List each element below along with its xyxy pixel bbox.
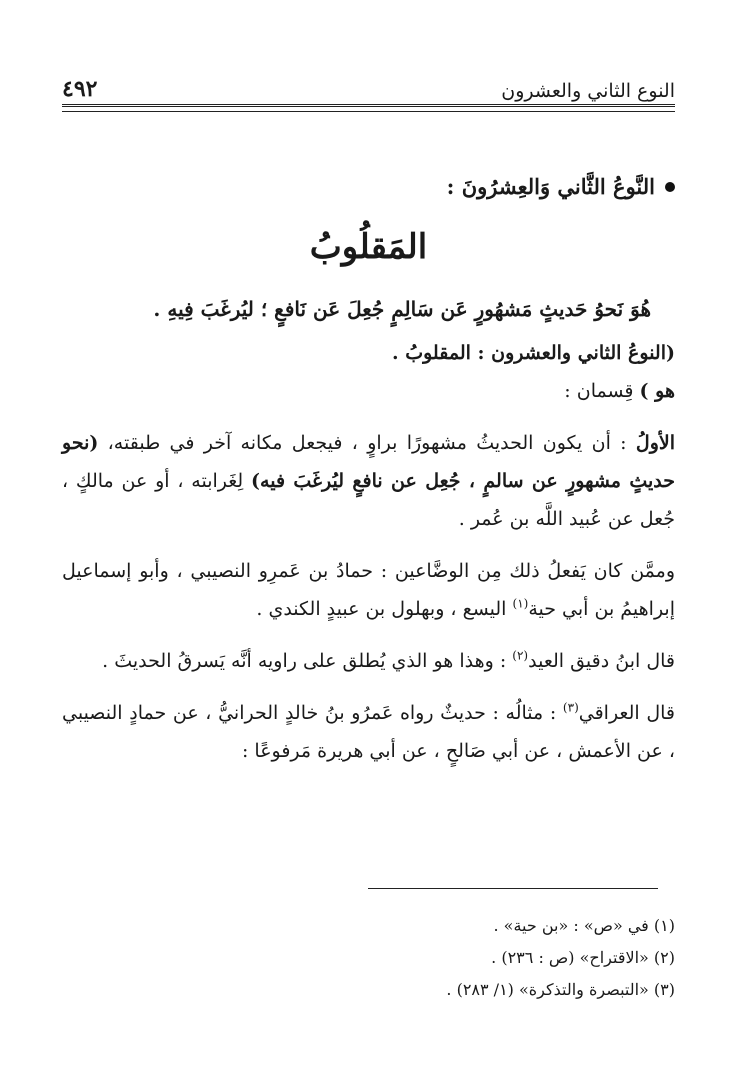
- footnote-3: (٣) «التبصرة والتذكرة» (١/ ٢٨٣) .: [446, 980, 675, 999]
- commentary-intro-text: قِسمان :: [564, 380, 640, 402]
- first-kind-label: الأولُ: [635, 432, 675, 454]
- footnote-2: (٢) «الاقتراح» (ص : ٢٣٦) .: [491, 948, 675, 967]
- running-title: النوع الثاني والعشرون: [501, 80, 675, 102]
- bullet-icon: [665, 182, 675, 192]
- footnote-1: (١) في «ص» : «بن حية» .: [493, 916, 675, 935]
- paragraph-ibn-daqiq: [62, 642, 675, 680]
- footnote-rule: [368, 888, 658, 889]
- commentary-heading: (النوعُ الثاني والعشرون : المقلوبُ .: [392, 342, 675, 364]
- footnote-ref-2[interactable]: (٢): [512, 648, 529, 663]
- paragraph-fabricators: [62, 552, 675, 628]
- ibn-daqiq-text-b: : وهذا هو الذي يُطلق على راويه أنَّه يَسرقُ الحديثَ .: [102, 650, 513, 672]
- footnotes: [62, 910, 675, 1006]
- footnote-ref-3[interactable]: (٣): [562, 700, 579, 715]
- section-heading-text: النَّوعُ الثَّاني وَالعِشرُونَ :: [446, 174, 655, 199]
- page-number: ٤٩٢: [62, 76, 98, 102]
- first-kind-matn-quote: (نحو حديثٍ مشهورٍ عن سالمٍ ، جُعِل عن نافعٍ ليُرغَبَ فيه): [62, 432, 675, 492]
- paragraph-first-kind: [62, 424, 675, 538]
- footnote-ref-1[interactable]: (١): [512, 596, 529, 611]
- ibn-daqiq-text-a: قال ابنُ دقيق العيد: [528, 650, 675, 672]
- page-header: [62, 68, 675, 102]
- section-title: المَقلُوبُ: [309, 227, 428, 267]
- section-heading: [62, 168, 675, 206]
- iraqi-text-b: : مثالُه : حديثٌ رواه عَمرُو بنُ خالدٍ الحرانيُّ ، عن حمادٍ النصيبي ، عن الأعمش ، عن أبي صَالحٍ ، عن أبي هريرة مَرفوعًا :: [62, 702, 675, 762]
- fabricators-text-b: اليسع ، وبهلول بن عبيدٍ الكندي .: [256, 598, 513, 620]
- paragraph-iraqi: [62, 694, 675, 770]
- fabricators-text-a: وممَّن كان يَفعلُ ذلك مِن الوضَّاعين : حمادُ بن عَمرِو النصيبي ، وأبو إسماعيل إبراهيمُ بن أبي حية: [62, 560, 675, 620]
- commentary-intro: [62, 372, 675, 410]
- first-kind-text-b: لِغَرابته ، أو عن مالكٍ ، جُعل عن عُبيد اللَّه بن عُمر .: [62, 470, 675, 530]
- first-kind-text-a: : أن يكون الحديثُ مشهورًا براوٍ ، فيجعل مكانه آخر في طبقته،: [98, 432, 636, 454]
- header-rule: [62, 104, 675, 112]
- matn-text: هُوَ نَحوُ حَديثٍ مَشهُورٍ عَن سَالِمٍ جُعِلَ عَن نَافعٍ ؛ ليُرغَبَ فِيهِ .: [153, 297, 651, 321]
- page-body: [62, 168, 675, 784]
- iraqi-text-a: قال العراقي: [578, 702, 675, 724]
- commentary-intro-bold: هو ): [639, 380, 675, 402]
